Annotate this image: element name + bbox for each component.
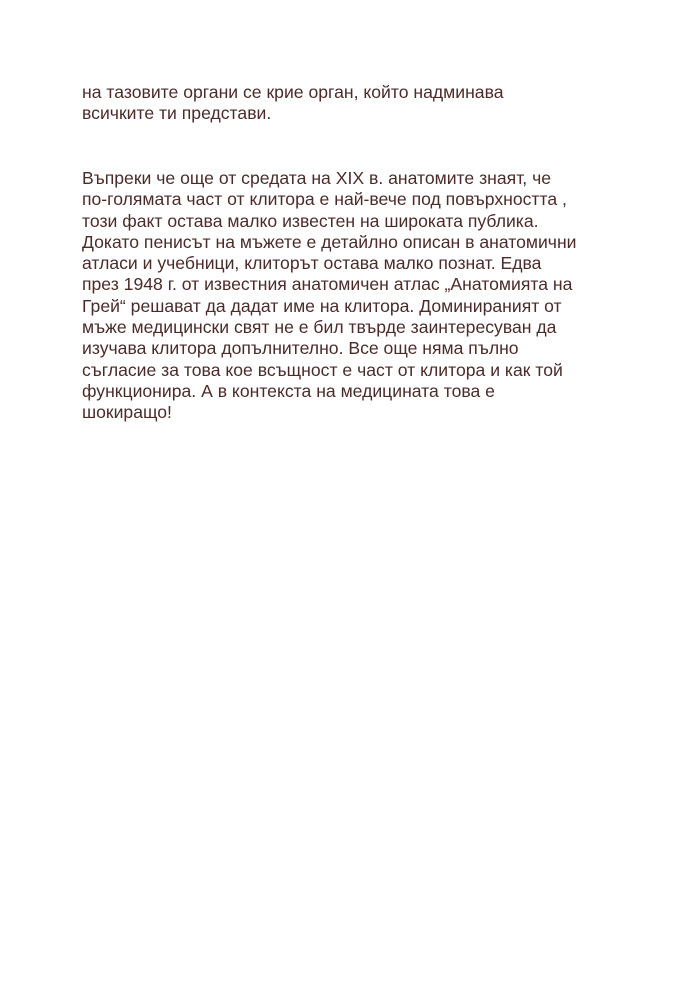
paragraph-line: Докато пенисът на мъжете е детайлно описан в анатомични bbox=[82, 231, 577, 252]
paragraph-2 bbox=[82, 168, 642, 424]
paragraph-line: на тазовите органи се крие орган, който надминава bbox=[82, 82, 504, 102]
paragraph-line: този факт остава малко известен на широката публика. bbox=[82, 210, 539, 231]
paragraph-line: съгласие за това кое всъщност е част от клитора и как той bbox=[82, 359, 563, 380]
paragraph-line: функционира. А в контекста на медицината това е bbox=[82, 380, 495, 401]
paragraph-line: по-голямата част от клитора е най-вече под повърхността , bbox=[82, 189, 567, 210]
paragraph-line: Грей“ решават да дадат име на клитора. Доминираният от bbox=[82, 295, 562, 316]
paragraph-1 bbox=[82, 82, 642, 125]
paragraph-line: атласи и учебници, клиторът остава малко познат. Едва bbox=[82, 253, 542, 274]
paragraph-line: мъже медицински свят не е бил твърде заинтересуван да bbox=[82, 317, 557, 338]
paragraph-line: Въпреки че още от средата на XIX в. анатомите знаят, че bbox=[82, 168, 552, 188]
paragraph-line: през 1948 г. от известния анатомичен атлас „Анатомията на bbox=[82, 274, 573, 295]
paragraph-line: шокиращо! bbox=[82, 402, 172, 423]
paragraph-line: изучава клитора допълнително. Все още няма пълно bbox=[82, 338, 519, 359]
paragraph-line: всичките ти представи. bbox=[82, 103, 272, 124]
